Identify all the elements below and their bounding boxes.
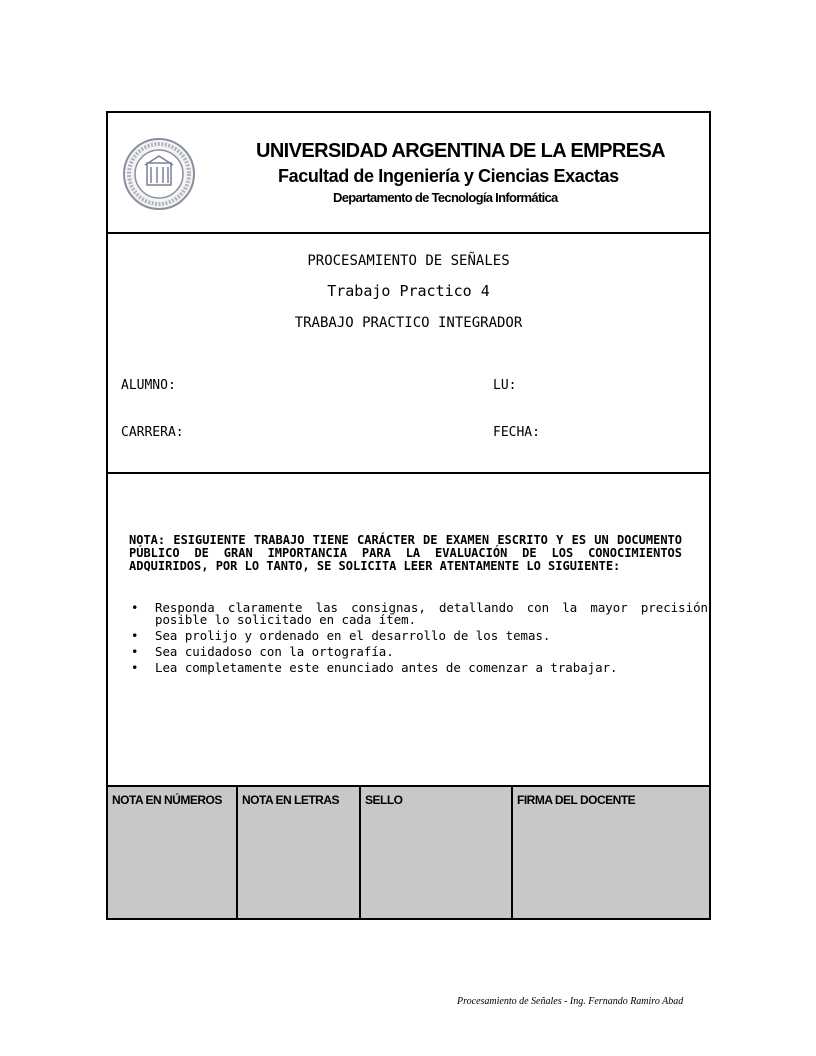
column-header: SELLO (365, 793, 403, 807)
list-item: • Lea completamente este enunciado antes de comenzar a trabajar. (155, 662, 708, 674)
column-header: NOTA EN NÚMEROS (112, 793, 222, 807)
instructions-list (129, 602, 708, 678)
university-seal-logo (122, 137, 196, 211)
assignment-title: TRABAJO PRACTICO INTEGRADOR (294, 315, 523, 331)
university-name: UNIVERSIDAD ARGENTINA DE LA EMPRESA (256, 140, 666, 162)
student-label: ALUMNO: (121, 378, 176, 393)
nota-text: NOTA: ESIGUIENTE TRABAJO TIENE CARÁCTER DE EXAMEN ESCRITO Y ES UN DOCUMENTO PÚBLICO DE GRAN IMPORTANCIA PARA LA EVALUACIÓN DE LOS CONOCIMIENTOS ADQUIRIDOS, POR LO TANTO, SE SOLICITA LEER ATENTAMENTE LO SIGUIENTE: (129, 533, 682, 573)
exam-cover-frame (106, 111, 711, 920)
column-header: NOTA EN LETRAS (242, 793, 339, 807)
grade-numbers-cell (108, 787, 238, 918)
list-item: • Sea cuidadoso con la ortografía. (155, 646, 708, 658)
subject-title: PROCESAMIENTO DE SEÑALES (307, 253, 510, 269)
list-item: • Sea prolijo y ordenado en el desarrollo de los temas. (155, 630, 708, 642)
grades-table (108, 787, 709, 918)
stamp-cell (361, 787, 513, 918)
lu-label: LU: (493, 378, 517, 393)
department-name: Departamento de Tecnología Informática (333, 190, 558, 205)
info-section (108, 234, 709, 474)
assignment-number: Trabajo Practico 4 (327, 282, 490, 300)
list-item: • Responda claramente las consignas, detallando con la mayor precisión posible lo solicitado en cada ítem. (155, 602, 708, 626)
date-label: FECHA: (493, 425, 540, 440)
faculty-name: Facultad de Ingeniería y Ciencias Exactas (278, 166, 619, 186)
header-section (108, 113, 709, 234)
column-header: FIRMA DEL DOCENTE (517, 793, 636, 807)
nota-section (108, 474, 709, 787)
teacher-signature-cell (513, 787, 709, 918)
grade-letters-cell (238, 787, 361, 918)
page-footer: Procesamiento de Señales - Ing. Fernando Ramiro Abad (457, 996, 684, 1007)
career-label: CARRERA: (121, 425, 184, 440)
